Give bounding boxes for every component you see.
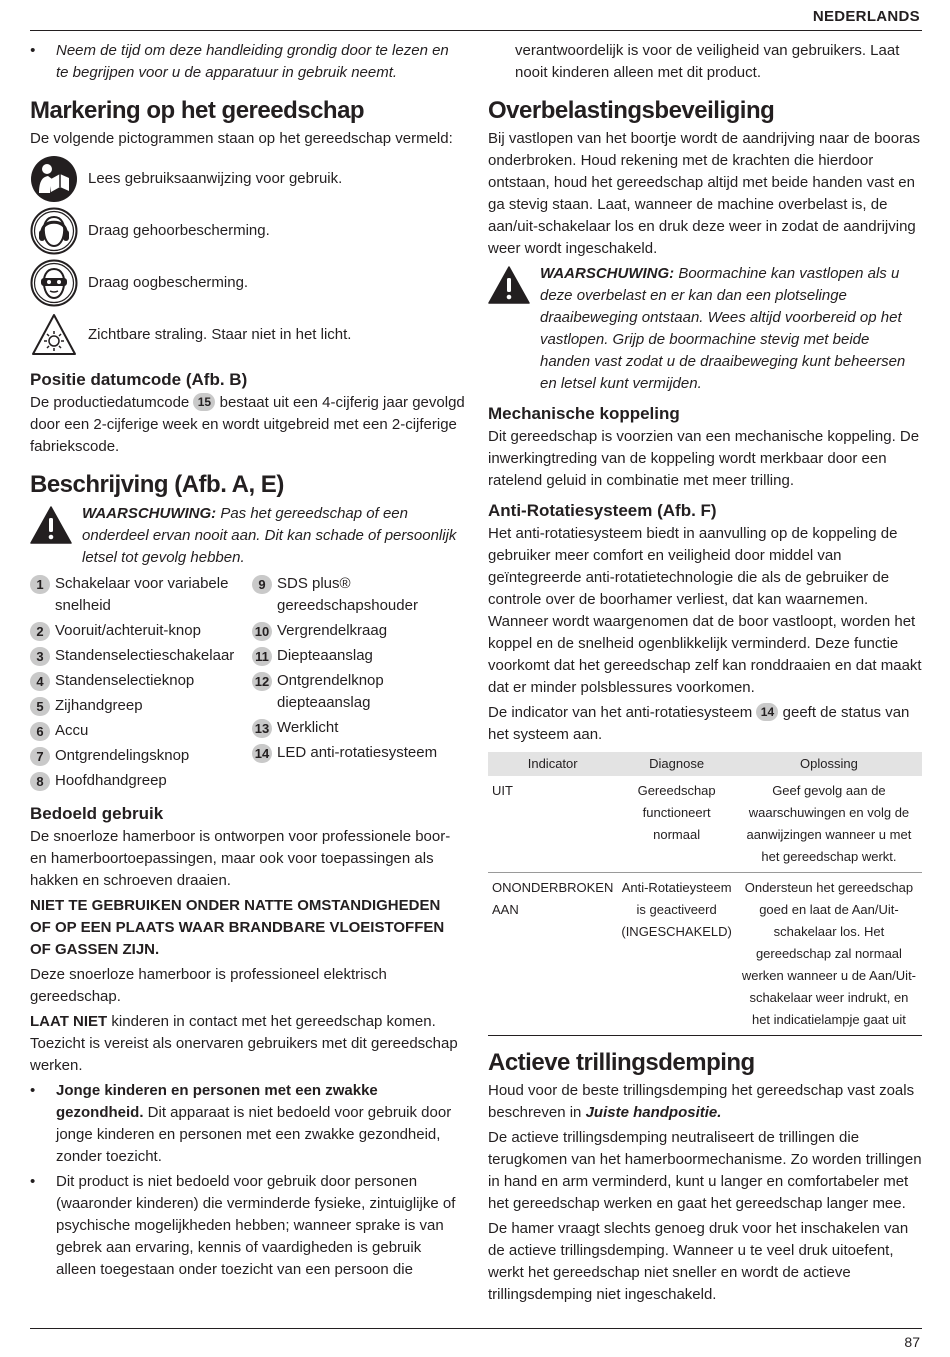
list-item: 7 Ontgrendelingsknop xyxy=(30,745,252,767)
language-label: NEDERLANDS xyxy=(812,8,920,25)
list-item: 1 Schakelaar voor variabele snelheid xyxy=(30,573,252,617)
parts-column-2 xyxy=(252,573,462,795)
trilling-p1: Houd voor de beste trillingsdemping het gereedschap vast zoals beschreven in Juiste handpositie. xyxy=(488,1082,915,1121)
picto-label-radiation: Zichtbare straling. Staar niet in het licht. xyxy=(88,326,352,343)
table-cell: Gereedschap functioneert normaal xyxy=(617,776,736,873)
antirotatie-p1: Het anti-rotatiesysteem biedt in aanvulling op de koppeling de gebruiker meer comfort en veiligheid door middel van geïntegreerde anti-rotatietechnologie die als de gebruiker de controle over de boorhamer verliest, dat kan waarnemen. Wanneer wordt waargenomen dat de boor vastloopt, worden het koppel en de snelheid ogenblikkelijk verminderd. Deze functie voorkomt dat het gereedschap zelf kan ronddraaien en dat maakt dat er minder polsblessures voorkomen. xyxy=(488,525,922,696)
list-item: 13 Werklicht xyxy=(252,717,462,739)
picto-label-manual: Lees gebruiksaanwijzing voor gebruik. xyxy=(88,170,343,187)
markering-heading: Markering op het gereedschap xyxy=(30,97,365,124)
list-item: 2 Vooruit/achteruit-knop xyxy=(30,620,252,642)
picto-label-eye: Draag oogbescherming. xyxy=(88,274,249,291)
header-rule xyxy=(30,30,922,31)
warning-text: Pas het gereedschap of een onderdeel ervan nooit aan. Dit kan schade of persoonlijk letsel tot gevolg hebben. xyxy=(82,505,457,566)
koppeling-heading: Mechanische koppeling xyxy=(488,404,680,423)
list-item: 10 Vergrendelkraag xyxy=(252,620,462,642)
list-item: 3 Standenselectieschakelaar xyxy=(30,645,252,667)
list-item: 5 Zijhandgreep xyxy=(30,695,252,717)
table-cell: Ondersteun het gereedschap goed en laat de Aan/Uit-schakelaar los. Het gereedschap zal normaal werken wanneer u de Aan/Uit-schakelaar weer indrukt, en het indicatielampje gaat uit xyxy=(736,873,922,1036)
table-cell: UIT xyxy=(488,776,617,873)
warning-icon xyxy=(30,506,72,544)
overbelasting-p1: Bij vastlopen van het boortje wordt de aandrijving naar de booras onderbroken. Houd rekening met de krachten die hierdoor ontstaan, houd het gereedschap altijd met beide handen vast en ga stevig staan. Laat, wanneer de machine overbelast is, de aan/uit-schakelaar los en druk deze weer in zodat de aandrijving weer wordt ingeschakeld. xyxy=(488,130,920,257)
bedoeld-bullet-2: • Dit product is niet bedoeld voor gebruik door personen (waaronder kinderen) die verminderde fysieke, zintuiglijke of psychische mogelijkheden hebben; wanneer sprake is van gebrek aan ervaring, kennis of vaardigheden is gebruik alleen toegestaan onder toezicht van een persoon die xyxy=(30,1171,465,1281)
picto-label-ear: Draag gehoorbescherming. xyxy=(88,222,270,239)
beschrijving-warning xyxy=(30,503,465,569)
list-item: 6 Accu xyxy=(30,720,252,742)
radiation-warning-icon xyxy=(30,311,78,359)
footer-rule xyxy=(30,1328,922,1329)
list-item: 4 Standenselectieknop xyxy=(30,670,252,692)
left-column xyxy=(30,38,465,1284)
table-cell: Anti-Rotatieysteem is geactiveerd (INGESCHAKELD) xyxy=(617,873,736,1036)
warning-text: Boormachine kan vastlopen als u deze overbelast en er kan dan een plotselinge draaibeweging ontstaan. Wees altijd voorbereid op het vastlopen. Grijp de boormachine stevig met beide handen vast zodat u de draaibeweging kunt beheersen en letsel kunt vermijden. xyxy=(540,265,906,392)
parts-column-1 xyxy=(30,573,252,795)
table-header-row xyxy=(488,752,922,776)
warning-icon xyxy=(488,266,530,304)
list-item: 9 SDS plus® gereedschapshouder xyxy=(252,573,462,617)
picto-row-manual xyxy=(30,153,465,205)
ear-protection-icon xyxy=(30,207,78,255)
ref-badge: 14 xyxy=(756,703,778,721)
antirotatie-heading: Anti-Rotatiesysteem (Afb. F) xyxy=(488,501,717,520)
overbelasting-heading: Overbelastingsbeveiliging xyxy=(488,97,775,124)
intro-bullet: • Neem de tijd om deze handleiding grondig door te lezen en te begrijpen voor u de apparatuur in gebruik neemt. xyxy=(30,40,465,84)
table-cell: ONONDERBROKEN AAN xyxy=(488,873,617,1036)
trilling-p3: De hamer vraagt slechts genoeg druk voor het inschakelen van de actieve trillingsdemping. Wanneer u te veel druk uitoefent, werkt het gereedschap niet sneller en wordt de actieve trillingsdemping niet ingeschakeld. xyxy=(488,1220,909,1303)
list-item: 8 Hoofdhandgreep xyxy=(30,770,252,792)
bedoeld-p1: De snoerloze hamerboor is ontworpen voor professionele boor- en hamerboortoepassingen, maar ook voor toepassingen als hakken en schroeven draaien. xyxy=(30,828,451,889)
trilling-heading: Actieve trillingsdemping xyxy=(488,1049,755,1076)
overbelasting-warning xyxy=(488,263,922,395)
table-header: Indicator xyxy=(488,752,617,776)
bedoeld-bullet-1: • Jonge kinderen en personen met een zwakke gezondheid. Dit apparaat is niet bedoeld voor gebruik door jonge kinderen en personen met een zwakke gezondheid, zonder toezicht. xyxy=(30,1080,465,1168)
markering-intro: De volgende pictogrammen staan op het gereedschap vermeld: xyxy=(30,130,453,147)
page-number: 87 xyxy=(904,1334,920,1350)
parts-list xyxy=(30,573,465,795)
ref-badge: 15 xyxy=(193,393,215,411)
bedoeld-caps-warning: NIET TE GEBRUIKEN ONDER NATTE OMSTANDIGHEDEN OF OP EEN PLAATS WAAR BRANDBARE VLOEISTOFFEN OF GASSEN ZIJN. xyxy=(30,897,445,958)
manual-reader-icon xyxy=(30,155,78,203)
datumcode-heading: Positie datumcode (Afb. B) xyxy=(30,370,248,389)
cross-reference-link[interactable]: Juiste handpositie. xyxy=(585,1104,722,1121)
bedoeld-p2: Deze snoerloze hamerboor is professioneel elektrisch gereedschap. xyxy=(30,966,387,1005)
picto-row-ear xyxy=(30,205,465,257)
table-row xyxy=(488,873,922,1036)
bedoeld-p3: LAAT NIET kinderen in contact met het gereedschap komen. Toezicht is vereist als onervaren gebruikers met dit gereedschap werken. xyxy=(30,1013,458,1074)
warning-label: WAARSCHUWING: xyxy=(540,265,675,282)
picto-row-radiation xyxy=(30,309,465,361)
trilling-p2: De actieve trillingsdemping neutraliseert de trillingen die terugkomen van het hamerboormechanisme. Zo worden trillingen in hand en arm verminderd, kunt u langer en comfortabeler met het gereedschap werken en gaat het gereedschap langer mee. xyxy=(488,1129,922,1212)
continued-text: verantwoordelijk is voor de veiligheid van gebruikers. Laat nooit kinderen alleen met dit product. xyxy=(515,42,900,81)
table-row xyxy=(488,776,922,873)
bedoeld-heading: Bedoeld gebruik xyxy=(30,804,164,823)
eye-protection-icon xyxy=(30,259,78,307)
koppeling-p1: Dit gereedschap is voorzien van een mechanische koppeling. De inwerkingtreding van de koppeling wordt merkbaar door een ratelend geluid in combinatie met meer trilling. xyxy=(488,428,920,489)
table-cell: Geef gevolg aan de waarschuwingen en volg de aanwijzingen wanneer u met het gereedschap werkt. xyxy=(736,776,922,873)
beschrijving-heading: Beschrijving (Afb. A, E) xyxy=(30,471,284,498)
list-item: 11 Diepteaanslag xyxy=(252,645,462,667)
warning-label: WAARSCHUWING: xyxy=(82,505,217,522)
indicator-table xyxy=(488,752,922,1036)
right-column xyxy=(488,38,922,1309)
table-header: Diagnose xyxy=(617,752,736,776)
table-header: Oplossing xyxy=(736,752,922,776)
antirotatie-p2: De indicator van het anti-rotatiesysteem 14 geeft de status van het systeem aan. xyxy=(488,704,910,743)
list-item: 14 LED anti-rotatiesysteem xyxy=(252,742,462,764)
datumcode-text: De productiedatumcode 15 bestaat uit een 4-cijferig jaar gevolgd door een 2-cijferige week en wordt uitgebreid met een 2-cijferige fabriekscode. xyxy=(30,394,465,455)
list-item: 12 Ontgrendelknop diepteaanslag xyxy=(252,670,462,714)
picto-row-eye xyxy=(30,257,465,309)
